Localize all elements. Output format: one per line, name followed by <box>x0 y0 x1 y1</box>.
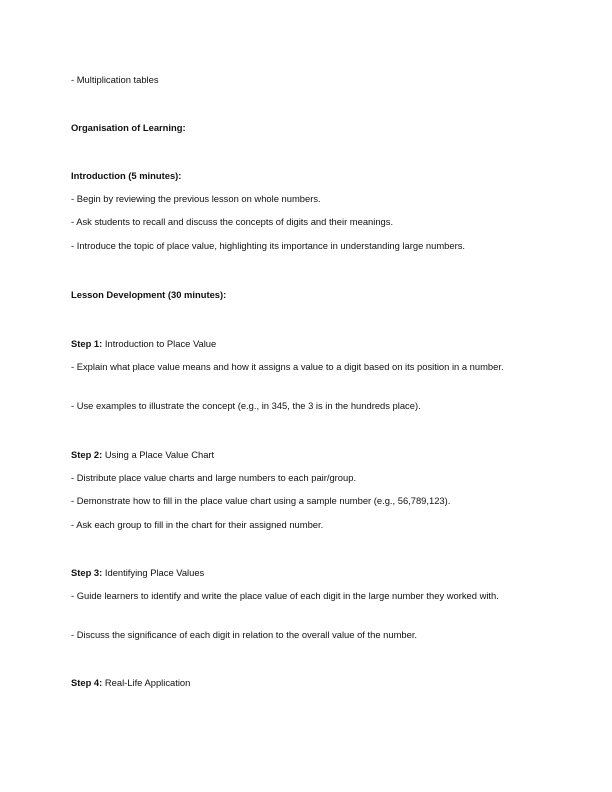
bullet-multiplication: - Multiplication tables <box>71 74 159 85</box>
step-label: Step 4: <box>71 677 103 688</box>
intro-bullet-2: - Ask students to recall and discuss the concepts of digits and their meanings. <box>71 216 394 227</box>
heading-lesson-development: Lesson Development (30 minutes): <box>71 289 227 300</box>
step-2-bullet-3: - Ask each group to fill in the chart for their assigned number. <box>71 519 324 530</box>
step-label: Step 2: <box>71 449 103 460</box>
intro-bullet-1: - Begin by reviewing the previous lesson on whole numbers. <box>71 193 321 204</box>
step-3-heading <box>71 565 539 580</box>
step-3-bullet-2: - Discuss the significance of each digit in relation to the overall value of the number. <box>71 629 418 640</box>
step-3-bullet-1: - Guide learners to identify and write the place value of each digit in the large number they worked with. <box>71 590 499 601</box>
step-4-heading <box>71 675 539 690</box>
heading-introduction: Introduction (5 minutes): <box>71 170 182 181</box>
step-2-bullet-2: - Demonstrate how to fill in the place value chart using a sample number (e.g., 56,789,123). <box>71 495 451 506</box>
step-title: Introduction to Place Value <box>102 338 217 349</box>
step-title: Real-Life Application <box>102 677 191 688</box>
step-label: Step 1: <box>71 338 103 349</box>
step-title: Identifying Place Values <box>102 567 205 578</box>
step-title: Using a Place Value Chart <box>102 449 215 460</box>
step-2-bullet-1: - Distribute place value charts and large numbers to each pair/group. <box>71 472 357 483</box>
step-1-bullet-2: - Use examples to illustrate the concept (e.g., in 345, the 3 is in the hundreds place). <box>71 400 421 411</box>
step-1-bullet-1: - Explain what place value means and how it assigns a value to a digit based on its position in a number. <box>71 361 504 372</box>
step-1-heading <box>71 336 539 351</box>
step-label: Step 3: <box>71 567 103 578</box>
step-2-heading <box>71 447 539 462</box>
intro-bullet-3: - Introduce the topic of place value, highlighting its importance in understanding large numbers. <box>71 240 465 251</box>
heading-organisation: Organisation of Learning: <box>71 122 186 133</box>
